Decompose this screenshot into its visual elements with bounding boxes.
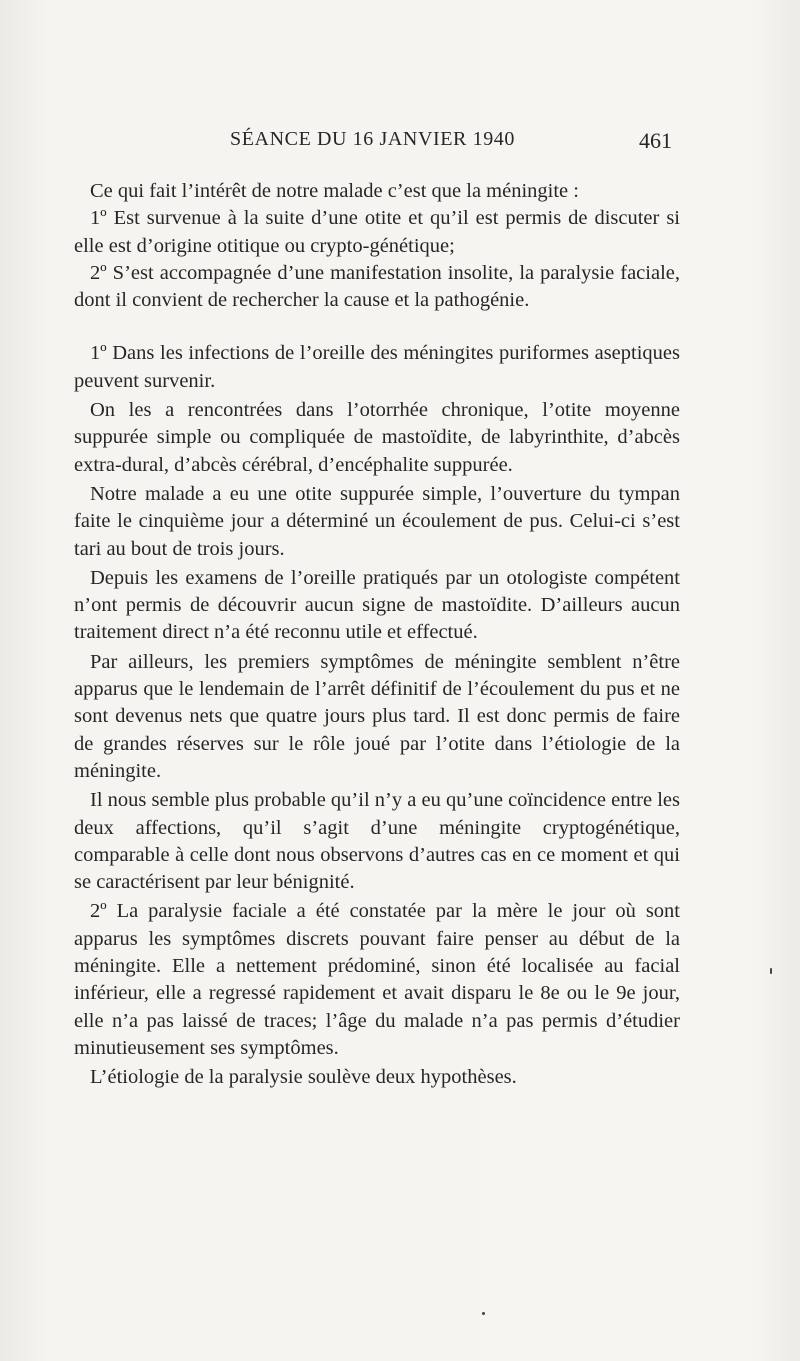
paragraph-point-1: 1º Est survenue à la suite d’une otite et qu’il est permis de discuter si elle est d’origine otitique ou crypto-génétique;: [74, 207, 680, 257]
running-head: SÉANCE DU 16 JANVIER 1940: [230, 128, 515, 150]
print-speck: [482, 1312, 485, 1315]
paragraph-etiologie: L’étiologie de la paralysie soulève deux hypothèses.: [90, 1066, 517, 1089]
paragraph-symptomes: Par ailleurs, les premiers symptômes de méningite semblent n’être apparus que le lendemain de l’arrêt définitif de l’écoulement du pus et ne sont devenus nets que quatre jours plus tard. Il est donc permis de faire de grandes réserves sur le rôle joué par l’otite dans l’étiologie de la méningite.: [74, 650, 680, 782]
page-header: [230, 128, 672, 158]
print-speck: [770, 968, 772, 974]
page-number: 461: [639, 128, 672, 153]
paragraph-coincidence: Il nous semble plus probable qu’il n’y a eu qu’une coïncidence entre les deux affections, qu’il s’agit d’une méningite cryptogénétique, comparable à celle dont nous observons d’autres cas en ce moment et qui se caractérisent par leur bénignité.: [74, 789, 680, 894]
body-text: [74, 178, 680, 1092]
paragraph-paralysie: 2º La paralysie faciale a été constatée par la mère le jour où sont apparus les symptômes discrets pouvant faire penser au début de la méningite. Elle a nettement prédominé, sinon été localisée au facial inférieur, elle a regressé rapidement et avait disparu le 8e ou le 9e jour, elle n’a pas laissé de traces; l’âge du malade n’a pas permis d’étudier minutieusement ses symptômes.: [74, 900, 680, 1059]
paragraph-intro: Ce qui fait l’intérêt de notre malade c’est que la méningite :: [90, 180, 579, 202]
paragraph-otorrhee: On les a rencontrées dans l’otorrhée chronique, l’otite moyenne suppurée simple ou compliquée de mastoïdite, de labyrinthite, d’abcès extra-dural, d’abcès cérébral, d’encéphalite suppurée.: [74, 399, 680, 476]
paragraph-otite-simple: Notre malade a eu une otite suppurée simple, l’ouverture du tympan faite le cinquième jour a déterminé un écoulement de pus. Celui-ci s’est tari au bout de trois jours.: [74, 482, 680, 560]
paragraph-examens: Depuis les examens de l’oreille pratiqués par un otologiste compétent n’ont permis de découvrir aucun signe de mastoïdite. D’ailleurs aucun traitement direct n’a été reconnu utile et effectué.: [74, 566, 680, 644]
paragraph-point-2: 2º S’est accompagnée d’une manifestation insolite, la paralysie faciale, dont il convient de rechercher la cause et la pathogénie.: [74, 261, 680, 312]
paragraph-infections: 1º Dans les infections de l’oreille des méningites puriformes aseptiques peuvent survenir.: [74, 342, 680, 392]
